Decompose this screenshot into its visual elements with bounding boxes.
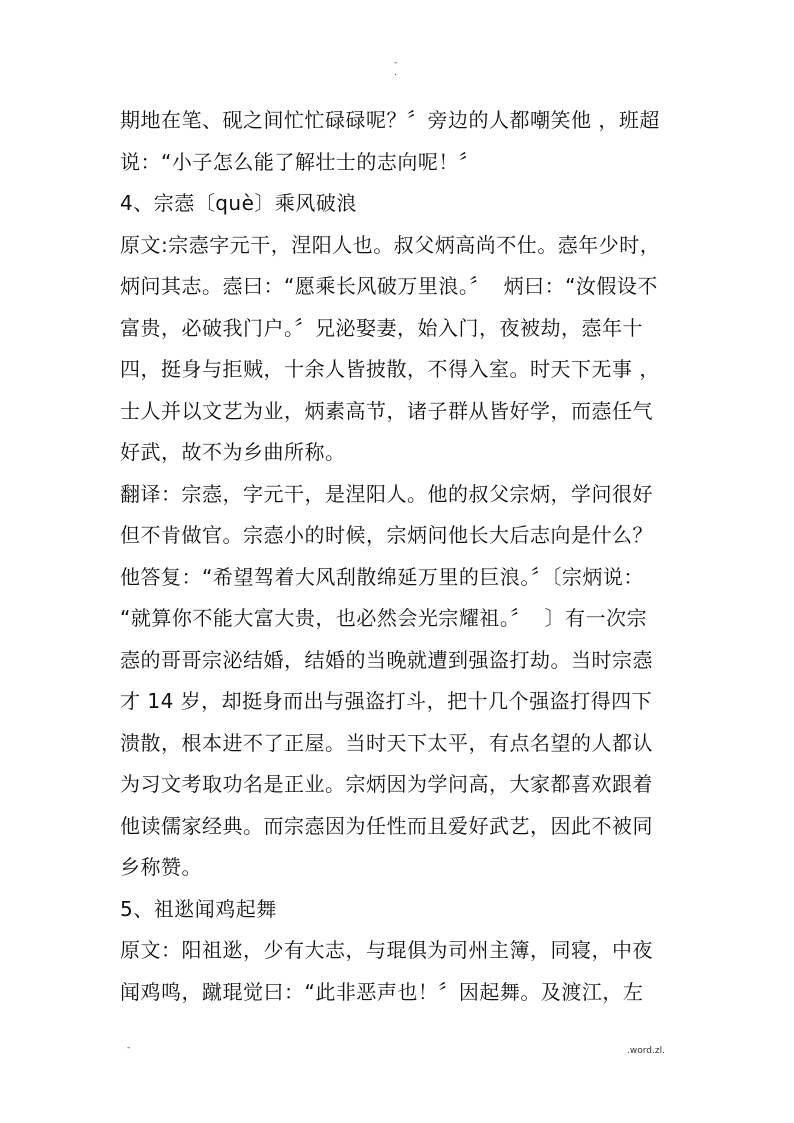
text-line: 溃散，根本进不了正屋。当时天下太平，有点名望的人都认 (120, 730, 653, 755)
footer-right-mark: .word.zl. (627, 1046, 665, 1056)
text-line: 期地在笔、砚之间忙忙碌碌呢？〞旁边的人都嘲笑他 ，班超 (120, 108, 660, 132)
text-line: 好武，故不为乡曲所称。 (120, 440, 346, 464)
section-heading: 5、祖逖闻鸡起舞 (120, 896, 277, 921)
text-line: 说：“小子怎么能了解壮士的志向呢！〞 (120, 149, 480, 174)
text-line: 他读儒家经典。而宗悫因为任性而且爱好武艺，因此不被同 (120, 813, 653, 838)
text-line: 士人并以文艺为业，炳素高节，诸子群从皆好学，而悫任气 (120, 398, 653, 423)
text-line: 他答复：“希望驾着大风刮散绵延万里的巨浪。〞〔宗炳说： (120, 564, 644, 589)
text-line: 但不肯做官。宗悫小的时候，宗炳问他长大后志向是什么？ (120, 523, 653, 547)
text-line: 才 14 岁，却挺身而出与强盗打斗，把十几个强盗打得四下 (120, 689, 653, 713)
header-mark: - . (394, 58, 398, 78)
text-line: 闻鸡鸣，蹴琨觉曰：“此非恶声也！〞因起舞。及渡江，左 (120, 979, 644, 1004)
footer-left-mark: - (127, 1043, 131, 1053)
text-line: 炳问其志。悫曰：“愿乘长风破万里浪。〞 炳曰：“汝假设不 (120, 274, 658, 298)
text-line: 富贵，必破我门户。〞兄泌娶妻，始入门，夜被劫，悫年十 (120, 315, 643, 340)
section-heading: 4、宗悫〔què〕乘风破浪 (120, 191, 357, 215)
text-line: “就算你不能大富大贵，也必然会光宗耀祖。〞 〕有一次宗 (120, 606, 648, 630)
text-line: 翻译：宗悫，字元干，是涅阳人。他的叔父宗炳，学问很好 (120, 481, 653, 506)
text-line: 为习文考取功名是正业。宗炳因为学问高，大家都喜欢跟着 (120, 772, 653, 796)
text-line: 原文：阳祖逖，少有大志，与琨俱为司州主簿，同寝，中夜 (120, 938, 653, 962)
text-line: 乡称赞。 (120, 855, 202, 879)
document-body (120, 100, 680, 1013)
text-line: 四，挺身与拒贼，十余人皆披散，不得入室。时天下无事 ， (120, 357, 660, 381)
text-line: 原文:宗悫字元干，涅阳人也。叔父炳高尚不仕。悫年少时， (120, 232, 661, 257)
text-line: 悫的哥哥宗泌结婚，结婚的当晚就遭到强盗打劫。当时宗悫 (120, 647, 653, 672)
